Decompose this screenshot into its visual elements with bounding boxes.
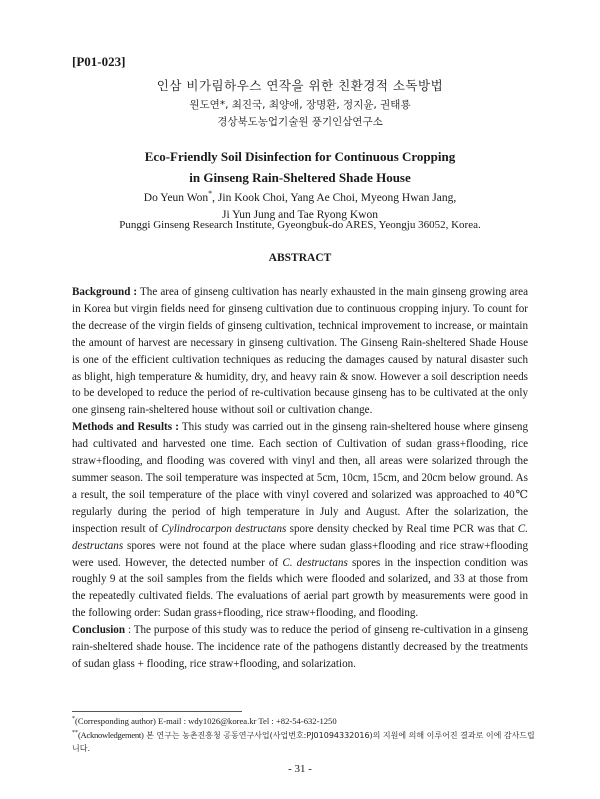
methods-text-2: spore density checked by Real time PCR was that (286, 522, 518, 535)
methods-text-3: spores were not found at the place where sudan glass+flooding and rice straw+flooding were used. However, the detected number of (72, 539, 528, 569)
footnote-rule (72, 711, 242, 712)
korean-title: 인삼 비가림하우스 연작을 위한 친환경적 소독방법 (156, 78, 444, 93)
conclusion-label: Conclusion (72, 624, 126, 637)
paper-code: [P01-023] (72, 54, 126, 69)
korean-authors: 원도연*, 최진국, 최양애, 장명환, 정지윤, 권태룡 (189, 99, 411, 111)
methods-text-1: This study was carried out in the ginseng rain-sheltered house where ginseng had cultivated and harvested one time. Each section of Cultivation of sudan grass+flooding, rice straw+flooding, and flooding was covered with vinyl and then, all areas were solarized through the summer season. The soil temperature was inspected at 5cm, 10cm, 15cm, and 20cm below ground. As a result, the soil temperature of the place with vinyl covered and solarized was approached to 40℃ regularly during the period of high temperature in July and August. After the solarization, the inspection result of (72, 421, 528, 535)
background-label: Background : (72, 286, 138, 298)
english-title-line1: Eco-Friendly Soil Disinfection for Continuous Cropping (144, 149, 456, 164)
methods-italic-2: C. destructans (72, 522, 528, 552)
conclusion-text: : The purpose of this study was to reduce the period of ginseng re-cultivation in a ginseng rain-sheltered shade house. The incidence rate of the pathogens distantly decreased by the treatments of sudan glass + flooding, rice straw+flooding, and solarization. (72, 624, 528, 670)
footnote2-label: (Acknowledgement) (78, 729, 144, 740)
first-author: Do Yeun Won (143, 191, 209, 204)
abstract-body (72, 284, 528, 673)
english-title-line2: in Ginseng Rain-Sheltered Shade House (189, 170, 411, 185)
footnote2-text: 본 연구는 농촌진흥청 공동연구사업(사업번호:PJ01094332016)의 지원에 의해 이루어진 결과로 이에 감사드립니다. (72, 730, 535, 753)
methods-paragraph (72, 419, 528, 622)
methods-italic-1: Cylindrocarpon destructans (161, 522, 287, 535)
footnote1-mark: * (72, 716, 75, 722)
methods-italic-3: C. destructans (282, 556, 348, 569)
methods-text-4: spores in the inspection condition was roughly 9 at the soil samples from the fields which were flooded and solarized, and 33 at those from the repeatedly cultivated fields. The evaluations of aerial part growth by measurements were good in the following order: Sudan grass+flooding, rice straw+flooding, and flooding. (72, 556, 528, 620)
english-authors-line2: Ji Yun Jung and Tae Ryong Kwon (222, 208, 378, 221)
background-text: The area of ginseng cultivation has nearly exhausted in the main ginseng growing area in Korea but virgin fields need for ginseng cultivation due to continuous cropping injury. To count for the decrease of the virgin fields of ginseng cultivation, technical improvement to increase, or maintain the amount of harvest are necessary in ginseng cultivation. The Ginseng Rain-sheltered Shade House is one of the efficient cultivation techniques as reducing the damages caused by natural disaster such as blight, high temperature & humidity, dry, and heavy rain & snow. However a soil description needs to be developed to reduce the period of re-cultivation because ginseng has to be cultivated at the only one ginseng rain-sheltered house without soil or cultivation change. (72, 286, 528, 417)
co-authors: , Jin Kook Choi, Yang Ae Choi, Myeong Hwan Jang, (212, 191, 457, 204)
abstract-heading: ABSTRACT (268, 252, 332, 264)
page-number: - 31 - (288, 763, 312, 775)
footnote-acknowledgement (72, 727, 542, 755)
conclusion-paragraph (72, 622, 528, 673)
english-title (60, 146, 540, 188)
footnote1-text: (Corresponding author) E-mail : wdy1026@korea.kr Tel : +82-54-632-1250 (75, 715, 337, 726)
english-authors-line1 (60, 185, 540, 207)
english-affiliation: Punggi Ginseng Research Institute, Gyeongbuk-do ARES, Yeongju 36052, Korea. (119, 219, 481, 231)
methods-label: Methods and Results : (72, 421, 179, 434)
korean-affiliation: 경상북도농업기술원 풍기인삼연구소 (217, 116, 383, 128)
footnote2-mark: ** (72, 730, 78, 736)
english-authors (60, 185, 540, 224)
corresponding-mark: * (208, 189, 213, 198)
background-paragraph (72, 284, 528, 419)
footnote-corresponding (72, 713, 542, 728)
